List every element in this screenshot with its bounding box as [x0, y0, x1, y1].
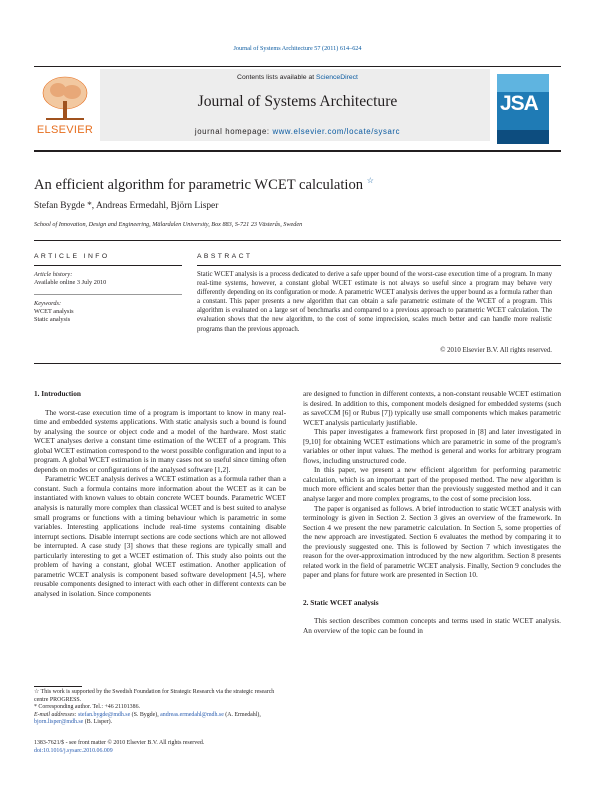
- left-column: [34, 389, 286, 598]
- elsevier-wordmark: ELSEVIER: [36, 124, 94, 136]
- paper-title-text: An efficient algorithm for parametric WCET calculation: [34, 176, 364, 193]
- journal-cover-image[interactable]: [497, 74, 549, 144]
- divider-bottom: [34, 363, 561, 364]
- paragraph: This paper investigates a framework first proposed in [8] and later investigated in [9,10] for obtaining WCET estimations which are parametric in some of the program's variables or other input values. The method is general and works for arbitrary program flows, including unstructured code.: [303, 427, 561, 465]
- abstract-heading: ABSTRACT: [197, 253, 253, 260]
- right-column: [303, 389, 561, 636]
- cover-bottom-band: [497, 130, 549, 144]
- article-info-rule: [34, 265, 182, 266]
- journal-reference[interactable]: Journal of Systems Architecture 57 (2011) 614–624: [233, 45, 362, 52]
- abstract-rule: [197, 265, 561, 266]
- journal-homepage: [60, 127, 535, 136]
- paragraph: The worst-case execution time of a program is important to know in many real-time and embedded systems applications. With static analysis such a bound is found by analysing the source or object code and a model of the hardware. Most static WCET analyses derive a constant time estimation of the WCET of a program. This global WCET estimation correspond to the worst possible configuration and input to a program. A global WCET estimation is in many cases not so useful since timing often depends on modes or configurations of the analysed software [1,2].: [34, 407, 286, 474]
- keywords-label: Keywords:: [34, 300, 62, 307]
- email-owner: (S. Bygde),: [131, 711, 159, 718]
- divider-top: [34, 240, 561, 241]
- paragraph: This section describes common concepts and terms used in static WCET analysis. An overview of the topic can be found in: [303, 616, 561, 636]
- abstract-copyright: © 2010 Elsevier B.V. All rights reserved.: [440, 347, 552, 354]
- header-bottom-rule: [34, 150, 561, 152]
- history-label: Article history:: [34, 271, 73, 278]
- email-link-bygde[interactable]: stefan.bygde@mdh.se: [77, 711, 131, 718]
- paragraph: In this paper, we present a new efficient algorithm for performing parametric calculation, which is an important part of the proposed method. The new algorithm is much more efficient and scales better than the previously suggested method and it can analyse larger and more complex programs, to the cost of some precision loss.: [303, 465, 561, 504]
- homepage-link[interactable]: www.elsevier.com/locate/sysarc: [272, 127, 401, 136]
- email-label: E-mail addresses:: [34, 711, 77, 718]
- footer-issn: 1383-7621/$ - see front matter © 2010 Elsevier B.V. All rights reserved.: [34, 740, 205, 746]
- journal-title: Journal of Systems Architecture: [197, 93, 398, 110]
- article-info-block: [34, 271, 182, 287]
- title-footnote-mark[interactable]: ☆: [366, 176, 374, 185]
- paragraph: Parametric WCET analysis derives a WCET estimation as a formula rather than a constant. Such a formula contains more information about the WCET as it can be instantiated with known values to obtain concrete WCET bounds. Parametric WCET analysis is naturally more complex than classical WCET and is best suited to analyse small programs or functions with a timing behaviour which is parametric in some variables. Interesting applications include real-time systems containing disable interrupt sections. Disable interrupt sections are code sections which are not allowed be interrupted. A case study [3] shows that these regions are typically small and particularly interesting to get a WCET estimation of. This study also points out the problem of having a constant, global WCET estimation. Another application of parametric WCET analysis is component based software development [4,5], where reusable components designed to interact with each other in different contexts can be analysed in isolation. Since components: [34, 474, 286, 598]
- affiliation: School of Innovation, Design and Engineering, Mälardalen University, Box 883, S-721 23 Västerås, Sweden: [34, 221, 303, 228]
- footnote-emails: [34, 712, 286, 727]
- paper-title: [34, 176, 374, 194]
- email-owner: (B. Lisper).: [84, 719, 113, 726]
- email-owner: (A. Ermedahl),: [225, 711, 261, 718]
- footnotes: [34, 689, 286, 727]
- keywords-block: [34, 300, 182, 324]
- article-info-heading: ARTICLE INFO: [34, 253, 110, 260]
- header-top-rule: [34, 66, 561, 67]
- homepage-prefix: journal homepage:: [194, 127, 273, 136]
- history-value: Available online 3 July 2010: [34, 279, 107, 286]
- cover-logo-text: JSA: [500, 92, 538, 115]
- paragraph: are designed to function in different contexts, a non-constant reusable WCET estimation is desired. In addition to this, component models designed for embedded systems (such as saveCCM [6] or Rubus [7]) typically use small components which makes parametric WCET analysis particularly justifiable.: [303, 389, 561, 427]
- abstract-text: Static WCET analysis is a process dedicated to derive a safe upper bound of the worst-case execution time of a program. In many real-time systems, however, a constant global WCET estimate is not always so useful since a program may behave very differently depending on its configuration or mode. A parametric WCET analysis derives the upper bound as a formula rather than a constant. This paper presents a new algorithm that can obtain a safe parametric estimate of the WCET of a program. This algorithm is evaluated on a large set of benchmarks and compared to a previous approach to parametric WCET calculation. The evaluation shows that the new algorithm, to the cost of some imprecision, scales much better and can handle more realistic programs than the previous approach.: [197, 271, 552, 333]
- email-link-ermedahl[interactable]: andreas.ermedahl@mdh.se: [160, 711, 224, 718]
- footnote-funding: ☆ This work is supported by the Swedish Foundation for Strategic Research via the strategic research centre PROGRESS.: [34, 689, 275, 703]
- section-2-heading: 2. Static WCET analysis: [303, 597, 379, 607]
- contents-prefix: Contents lists available at: [237, 74, 317, 81]
- doi-link[interactable]: doi:10.1016/j.sysarc.2010.06.009: [34, 748, 113, 754]
- sciencedirect-link[interactable]: ScienceDirect: [316, 74, 358, 81]
- keyword-item: Static analysis: [34, 316, 71, 323]
- paragraph: The paper is organised as follows. A brief introduction to static WCET analysis with terminology is given in Section 2. Section 3 gives an overview of the framework. In Section 4 we present the new parametric calculation. In Section 5, some properties of the new approach are investigated. Section 6 evaluates the method by comparing it to the previously suggested one. This is followed by Section 7 which investigates the reason for the over-approximation introduced by the new algorithm. Section 8 presents related work in the field of parametric WCET analysis. Finally, Section 9 concludes the paper and plans for future work are presented in Section 10.: [303, 503, 561, 580]
- footnote-corresponding: * Corresponding author. Tel.: +46 21101386.: [34, 704, 140, 711]
- keyword-item: WCET analysis: [34, 308, 74, 315]
- section-1-heading: 1. Introduction: [34, 389, 81, 398]
- author-list: Stefan Bygde *, Andreas Ermedahl, Björn Lisper: [34, 201, 219, 211]
- email-link-lisper[interactable]: bjorn.lisper@mdh.se: [34, 719, 84, 726]
- cover-top-band: [497, 74, 549, 92]
- footnote-rule: [34, 686, 82, 687]
